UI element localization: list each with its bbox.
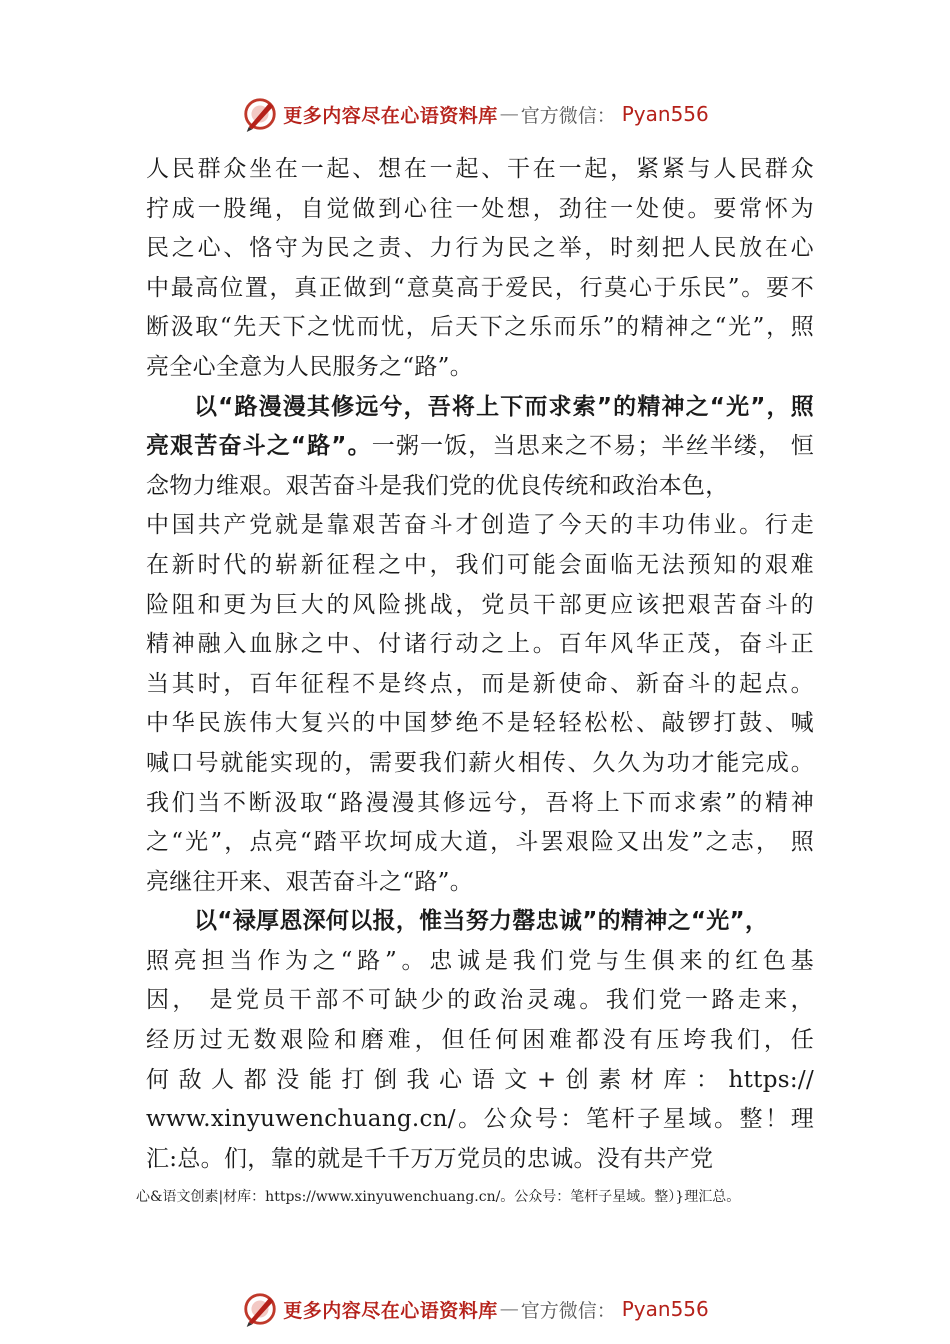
body-line: 中华民族伟大复兴的中国梦绝不是轻轻松松、敲锣打鼓、喊 <box>146 710 814 737</box>
header-official: 官方微信： <box>520 104 616 127</box>
para2-heading-tail: 亮艰苦奋斗之“路”。 <box>146 433 372 460</box>
body-line: 拧成一股绳，自觉做到心往一处想，劲往一处使。要常怀为 <box>146 195 814 222</box>
footer-brand: 更多内容尽在心语资料库 <box>283 1299 498 1322</box>
body-line: 险阻和更为巨大的风险挑战，党员干部更应该把艰苦奋斗的 <box>146 591 814 618</box>
body-line: 人民群众坐在一起、想在一起、干在一起，紧紧与人民群众 <box>146 156 814 182</box>
footer-note: 心&语文创素|材库：https://www.xinyuwenchuang.cn/。公众号：笔杆子星域。整）}理汇总。 <box>136 1189 741 1205</box>
pen-logo-icon <box>241 95 279 133</box>
header-separator: — <box>499 103 519 125</box>
body-line: 精神融入血脉之中、付诸行动之上。百年风华正茂，奋斗正 <box>146 631 814 658</box>
body-line: 之“光”，点亮“踏平坎坷成大道，斗罢艰险又出发”之志， 照 <box>146 829 814 856</box>
body-line: 民之心、恪守为民之责、力行为民之举，时刻把人民放在心 <box>146 235 814 262</box>
body-line: www.xinyuwenchuang.cn/。公众号：笔杆子星域。整！理 <box>146 1106 814 1133</box>
body-line: 亮继往开来、艰苦奋斗之“路”。 <box>146 868 474 895</box>
body-line: 汇:总。们，靠的就是千千万万党员的忠诚。没有共产党 <box>146 1145 714 1172</box>
para3-heading: 以“禄厚恩深何以报，惟当努力罄忠诚”的精神之“光”， <box>194 908 769 935</box>
footer-wechat-id: Pyan556 <box>621 1297 709 1321</box>
body-line: 当其时，百年征程不是终点，而是新使命、新奋斗的起点。 <box>146 670 814 697</box>
body-line: 何敌人都没能打倒我心语文+创素材库：https:// <box>146 1066 814 1093</box>
header-brand: 更多内容尽在心语资料库 <box>283 104 498 127</box>
footer-separator: — <box>499 1298 519 1320</box>
body-line: 在新时代的崭新征程之中，我们可能会面临无法预知的艰难 <box>146 551 814 578</box>
article-body <box>146 150 814 1179</box>
header-wechat-id: Pyan556 <box>621 102 709 126</box>
body-line: 因， 是党员干部不可缺少的政治灵魂。我们党一路走来， <box>146 987 814 1014</box>
para2-heading-line2 <box>146 427 814 467</box>
footer-official: 官方微信： <box>520 1299 616 1322</box>
header-banner <box>0 92 950 136</box>
body-line: 亮全心全意为人民服务之“路”。 <box>146 353 474 380</box>
body-line: 念物力维艰。艰苦奋斗是我们党的优良传统和政治本色， <box>146 472 729 499</box>
body-line: 经历过无数艰险和磨难，但任何困难都没有压垮我们，任 <box>146 1027 814 1054</box>
footer-banner <box>0 1287 950 1331</box>
para2-text-start: 一粥一饭，当思来之不易；半丝半缕， 恒 <box>371 433 814 460</box>
body-line: 断汲取“先天下之忧而忧，后天下之乐而乐”的精神之“光”，照 <box>146 314 814 341</box>
body-line: 我们当不断汲取“路漫漫其修远兮，吾将上下而求索”的精神 <box>146 789 814 816</box>
body-line: 中最高位置，真正做到“意莫高于爱民，行莫心于乐民”。要不 <box>146 274 814 301</box>
pen-logo-icon <box>241 1290 279 1328</box>
body-line: 中国共产党就是靠艰苦奋斗才创造了今天的丰功伟业。行走 <box>146 512 814 539</box>
para2-heading: 以“路漫漫其修远兮，吾将上下而求索”的精神之“光”，照 <box>194 393 814 420</box>
body-line: 照亮担当作为之“路”。忠诚是我们党与生俱来的红色基 <box>146 947 814 974</box>
body-line: 喊口号就能实现的，需要我们薪火相传、久久为功才能完成。 <box>146 749 814 776</box>
